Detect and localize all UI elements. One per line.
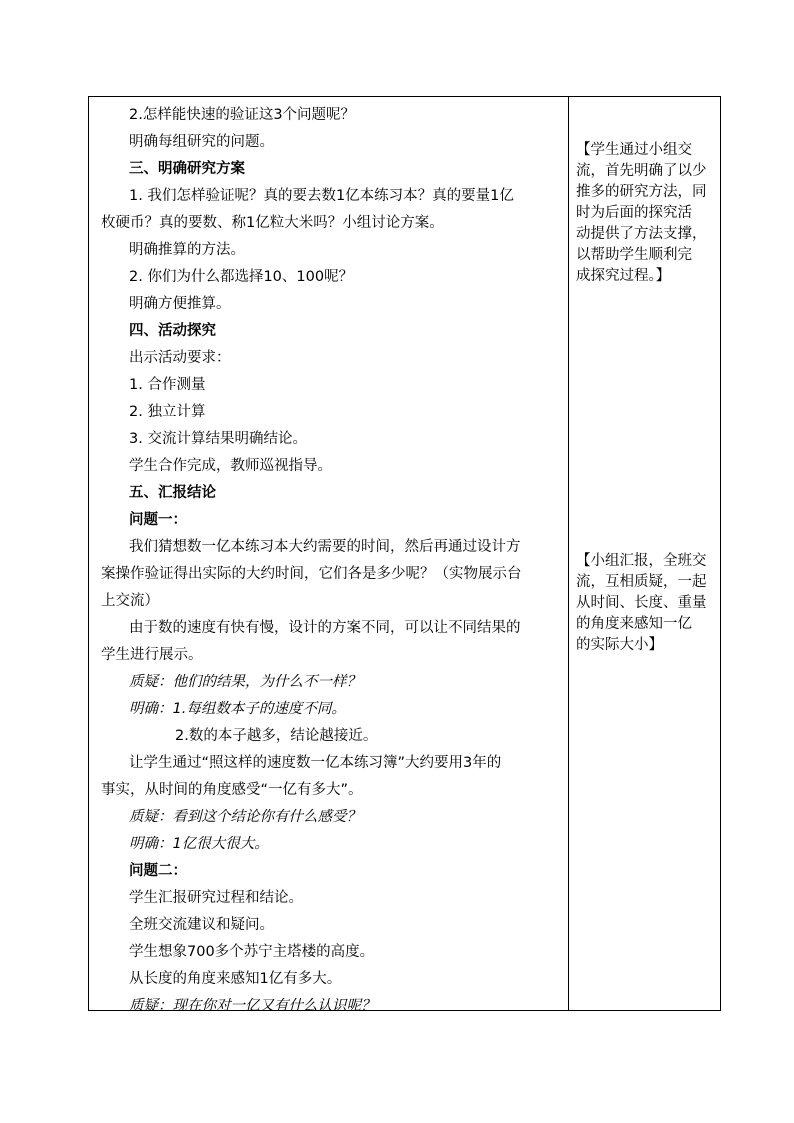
- note2-line: 流，互相质疑，一起: [576, 574, 707, 590]
- content-line: 五、汇报结论: [129, 485, 216, 501]
- content-line: 质疑：现在你对一亿又有什么认识呢？: [129, 998, 376, 1014]
- content-line: 3. 交流计算结果明确结论。: [129, 431, 307, 447]
- content-line: 三、明确研究方案: [129, 161, 245, 177]
- note1-line: 推多的研究方法，同: [576, 184, 707, 200]
- content-line: 学生合作完成，教师巡视指导。: [129, 458, 332, 474]
- lesson-plan-table: [88, 96, 721, 1014]
- content-line: 质疑：看到这个结论你有什么感受？: [129, 809, 361, 825]
- content-line: 明确方便推算。: [129, 296, 231, 312]
- note1-line: 【学生通过小组交: [576, 142, 692, 158]
- content-line: 明确每组研究的问题。: [129, 134, 274, 150]
- content-line: 2. 独立计算: [129, 404, 206, 420]
- content-line: 我们猜想数一亿本练习本大约需要的时间，然后再通过设计方: [129, 539, 521, 555]
- note2-line: 的实际大小】: [576, 637, 663, 653]
- content-line: 问题二：: [129, 863, 187, 879]
- content-line: 2. 你们为什么都选择10、100呢？: [129, 269, 354, 285]
- note1-line: 成探究过程。】: [576, 268, 671, 284]
- content-line: 1. 我们怎样验证呢？真的要去数1亿本练习本？真的要量1亿: [129, 188, 514, 204]
- content-line: 2.怎样能快速的验证这3个问题呢？: [129, 107, 356, 123]
- content-line: 枚硬币？真的要数、称1亿粒大米吗？小组讨论方案。: [101, 215, 444, 231]
- content-line: 从长度的角度来感知1亿有多大。: [129, 971, 342, 987]
- content-line: 由于数的速度有快有慢，设计的方案不同，可以让不同结果的: [129, 620, 521, 636]
- note2-line: 【小组汇报，全班交: [576, 553, 707, 569]
- content-line: 全班交流建议和疑问。: [129, 917, 274, 933]
- note2-line: 的角度来感知一亿: [576, 616, 692, 632]
- content-line: 事实，从时间的角度感受“一亿有多大”。: [101, 782, 363, 798]
- design-intent-cell: [569, 97, 722, 1010]
- note1-line: 动提供了方法支撑，: [576, 226, 707, 242]
- content-line: 学生汇报研究过程和结论。: [129, 890, 303, 906]
- note1-line: 流，首先明确了以少: [576, 163, 707, 179]
- content-line: 学生想象700多个苏宁主塔楼的高度。: [129, 944, 375, 960]
- content-line: 让学生通过“照这样的速度数一亿本练习簿”大约要用3年的: [129, 755, 502, 771]
- content-line: 案操作验证得出实际的大约时间，它们各是多少呢？（实物展示台: [101, 566, 522, 582]
- content-line: 质疑：他们的结果，为什么不一样？: [129, 674, 361, 690]
- content-line: 学生进行展示。: [101, 647, 203, 663]
- note1-line: 时为后面的探究活: [576, 205, 692, 221]
- content-line: 四、活动探究: [129, 323, 216, 339]
- content-line: 2.数的本子越多，结论越接近。: [175, 728, 378, 744]
- content-line: 1. 合作测量: [129, 377, 206, 393]
- content-line: 问题一：: [129, 512, 187, 528]
- content-line: 明确：1.每组数本子的速度不同。: [129, 701, 346, 717]
- content-line: 出示活动要求：: [129, 350, 231, 366]
- note1-line: 以帮助学生顺利完: [576, 247, 692, 263]
- teaching-process-cell: [89, 97, 568, 1014]
- content-line: 明确：1亿很大很大。: [129, 836, 269, 852]
- content-line: 明确推算的方法。: [129, 242, 245, 258]
- note2-line: 从时间、长度、重量: [576, 595, 707, 611]
- content-line: 上交流）: [101, 593, 159, 609]
